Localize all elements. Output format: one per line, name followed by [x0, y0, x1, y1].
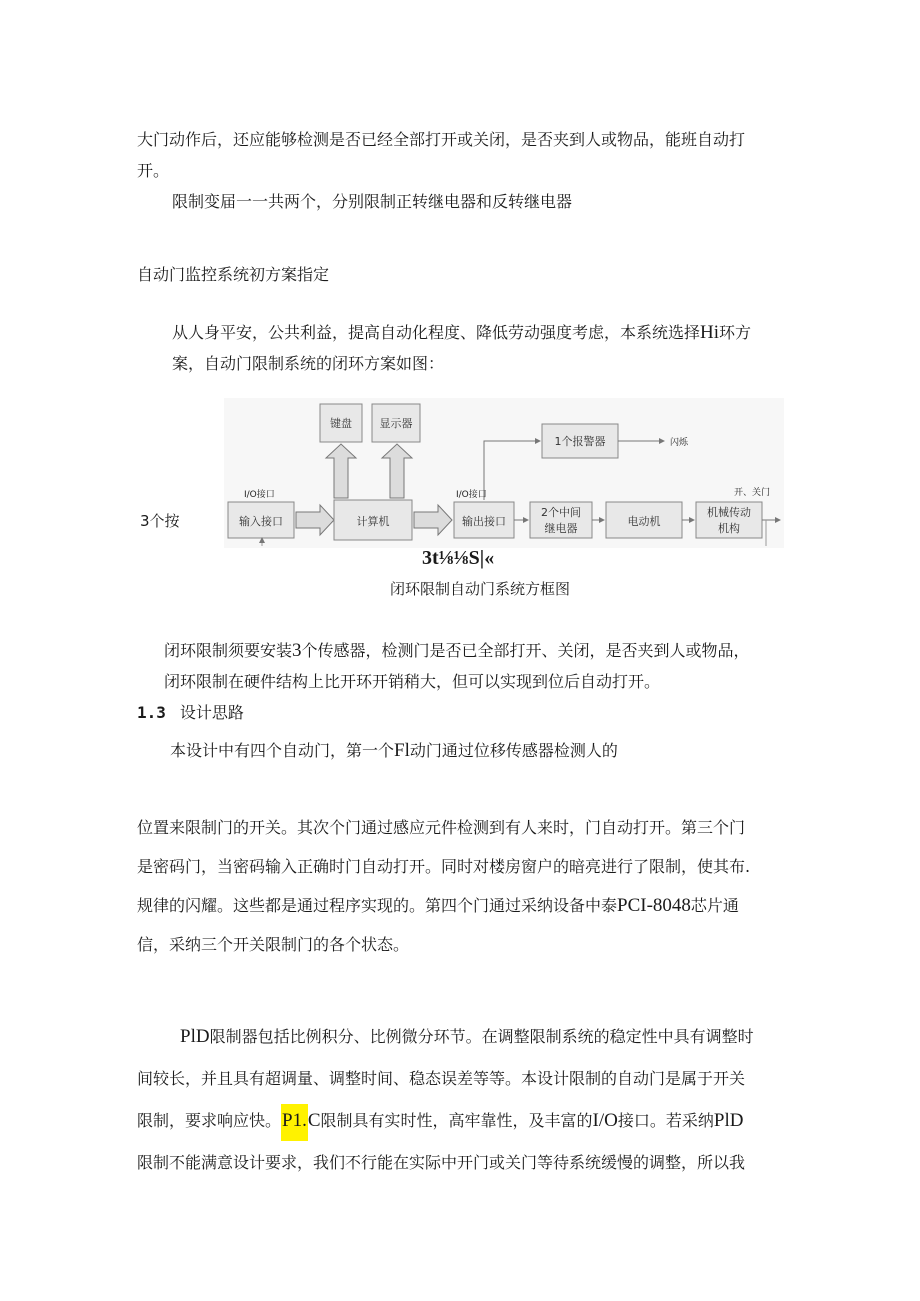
section-number: 1.3 — [137, 703, 166, 722]
text-span: 规律的闪耀。这些都是通过程序实现的。第四个门通过采纳设备中泰 — [137, 896, 618, 915]
text-line: 位置来限制门的开关。其次个门通过感应元件检测到有人来时，门自动打开。第三个门 — [137, 818, 746, 837]
text-line: 是密码门，当密码输入正确时门自动打开。同时对楼房窗户的暗亮进行了限制，使其布. — [137, 857, 751, 876]
flash-label: 闪烁 — [670, 438, 689, 448]
text-line — [137, 895, 739, 917]
text-span: 3 — [292, 640, 302, 661]
text-span: 动门通过位移传感器检测人的 — [409, 741, 618, 760]
computer-label: 计算机 — [356, 515, 390, 528]
section-heading: 自动门监控系统初方案指定 — [137, 265, 330, 284]
text-span: PCI-8048 — [617, 895, 691, 916]
diagram-garbled-label: 3t⅛⅛S|« — [422, 547, 495, 569]
io-label-output: I/O接口 — [456, 490, 487, 500]
relay-label-1: 2个中间 — [541, 506, 581, 519]
io-label-input: I/O接口 — [244, 490, 275, 500]
relay-label-2: 继电器 — [544, 522, 578, 535]
section-title: 设计思路 — [179, 703, 244, 722]
text-span: 限制，要求响应快。 — [137, 1111, 282, 1130]
text-span: 从人身平安，公共利益，提高自动化程度、降低劳动强度考虑，本系统选择 — [172, 323, 701, 342]
diagram-side-label: 3个按 — [140, 512, 180, 530]
text-line — [180, 1026, 754, 1048]
mechanism-label-2: 机构 — [718, 522, 740, 535]
text-line: 限制变届一一共两个，分别限制正转继电器和反转继电器 — [172, 192, 573, 211]
input-interface-label: 输入接口 — [239, 515, 283, 528]
text-line: 大门动作后，还应能够检测是否已经全部打开或关闭，是否夹到人或物品，能班自动打 — [137, 130, 746, 149]
alarm-label: 1个报警器 — [554, 435, 606, 448]
text-span: 接口。若采纳 — [617, 1111, 714, 1130]
text-span: 限制器包括比例积分、比例微分环节。在调整限制系统的稳定性中具有调整时 — [209, 1027, 754, 1046]
text-span: Hi — [700, 322, 720, 343]
mechanism-label-1: 机械传动 — [707, 506, 751, 519]
section-heading — [137, 702, 244, 724]
display-label: 显示器 — [379, 417, 413, 430]
text-span: C — [307, 1110, 321, 1131]
text-span: PlD — [713, 1110, 744, 1131]
text-line: 限制不能满意设计要求，我们不行能在实际中开门或关门等待系统缓慢的调整，所以我 — [137, 1153, 746, 1172]
text-span: Fl — [394, 740, 410, 761]
keyboard-label: 键盘 — [330, 417, 352, 430]
text-line: 案，自动门限制系统的闭环方案如图： — [172, 354, 445, 373]
text-line — [170, 740, 618, 762]
text-span: 闭环限制须要安装 — [164, 641, 293, 660]
text-line: 间较长，并且具有超调量、调整时间、稳态误差等等。本设计限制的自动门是属于开关 — [137, 1069, 746, 1088]
text-line: 信，采纳三个开关限制门的各个状态。 — [137, 935, 410, 954]
text-line — [172, 322, 751, 344]
text-span: 本设计中有四个自动门，第一个 — [170, 741, 395, 760]
diagram-caption: 闭环限制自动门系统方框图 — [390, 580, 571, 598]
text-span: PlD — [180, 1026, 210, 1047]
text-span: 限制具有实时性，高牢靠性，及丰富的 — [320, 1111, 593, 1130]
output-interface-label: 输出接口 — [462, 515, 506, 528]
highlighted-text: P1. — [281, 1104, 308, 1141]
text-line: 闭环限制在硬件结构上比开环开销稍大，但可以实现到位后自动打开。 — [164, 672, 661, 691]
block-diagram — [224, 398, 784, 548]
text-span: 个传感器，检测门是否已全部打开、关闭，是否夹到人或物品， — [301, 641, 750, 660]
text-span: 环方 — [719, 323, 752, 342]
text-line: 开。 — [137, 161, 170, 180]
text-span: I/O — [592, 1110, 618, 1131]
motor-label: 电动机 — [627, 515, 661, 528]
text-line — [164, 640, 750, 662]
text-span: 芯片通 — [690, 896, 739, 915]
open-close-label: 开、关门 — [734, 488, 771, 498]
text-line — [137, 1110, 743, 1132]
